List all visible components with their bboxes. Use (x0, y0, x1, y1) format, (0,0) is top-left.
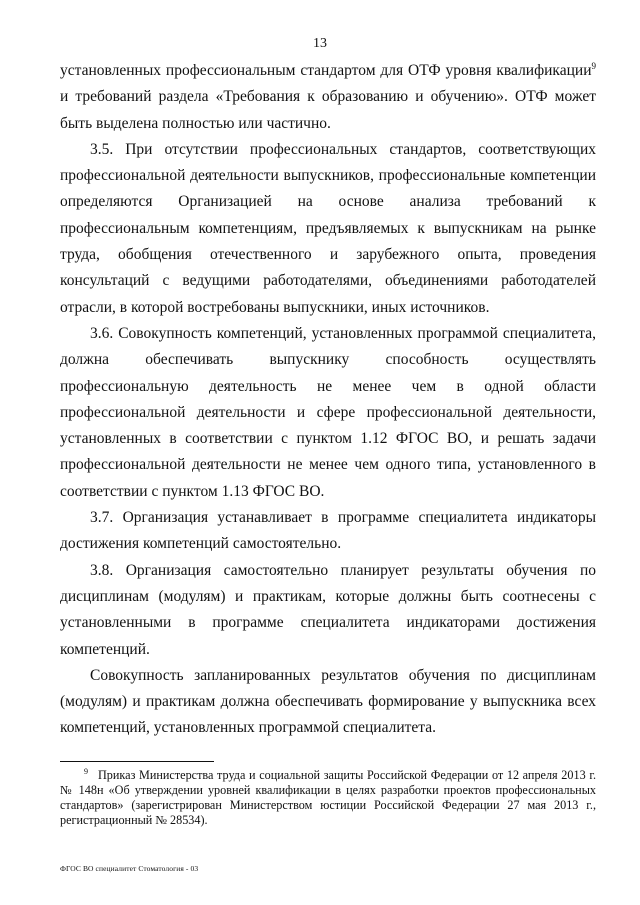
page-number: 13 (313, 36, 327, 51)
footnote-reference: 9 (591, 61, 596, 71)
paragraph-3-6: 3.6. Совокупность компетенций, установленных программой специалитета, должна обеспечивать выпускнику способность осуществлять профессиональную деятельность не менее чем в одной области профессиональной деятельности и сфере профессиональной деятельности, установленных в соответствии с пунктом 1.12 ФГОС ВО, и решать задачи профессиональной деятельности не менее чем одного типа, установленного в соответствии с пунктом 1.13 ФГОС ВО. (60, 324, 596, 500)
paragraph-3-7: 3.7. Организация устанавливает в программе специалитета индикаторы достижения компетенций самостоятельно. (60, 509, 596, 553)
footnote-separator (60, 761, 214, 762)
paragraph-otf-continuation: установленных профессиональным стандартом для ОТФ уровня квалификации$^9$ и требований раздела «Требования к образованию и обучению». ОТФ может быть выделена полностью или частично. (60, 61, 596, 132)
footnote-text: Приказ Министерства труда и социальной защиты Российской Федерации от 12 апреля 2013 г. № 148н «Об утверждении уровней квалификации в целях разработки проектов профессиональных стандартов» (зарегистрирован Министерством юстиции Российской Федерации 27 мая 2013 г., регистрационный № 28534). (60, 768, 596, 827)
footnote-mark: 9 (84, 767, 88, 776)
paragraph-3-5: 3.5. При отсутствии профессиональных стандартов, соответствующих профессиональной деятельности выпускников, профессиональные компетенции определяются Организацией на основе анализа требований к профессиональным компетенциям, предъявляемых к выпускникам на рынке труда, обобщения отечественного и зарубежного опыта, проведения консультаций с ведущими работодателями, объединениями работодателей отрасли, в которой востребованы выпускники, иных источников. (60, 140, 596, 316)
page-footer: ФГОС ВО специалитет Стоматология - 03 (60, 864, 199, 873)
paragraph-learning-outcomes: Совокупность запланированных результатов обучения по дисциплинам (модулям) и практикам должна обеспечивать формирование у выпускника всех компетенций, установленных программой специалитета. (60, 666, 596, 737)
document-body (60, 58, 596, 742)
paragraph-3-8: 3.8. Организация самостоятельно планирует результаты обучения по дисциплинам (модулям) и практикам, которые должны быть соотнесены с установленными в программе специалитета индикаторами достижения компетенций. (60, 561, 596, 658)
footnote (60, 768, 596, 828)
